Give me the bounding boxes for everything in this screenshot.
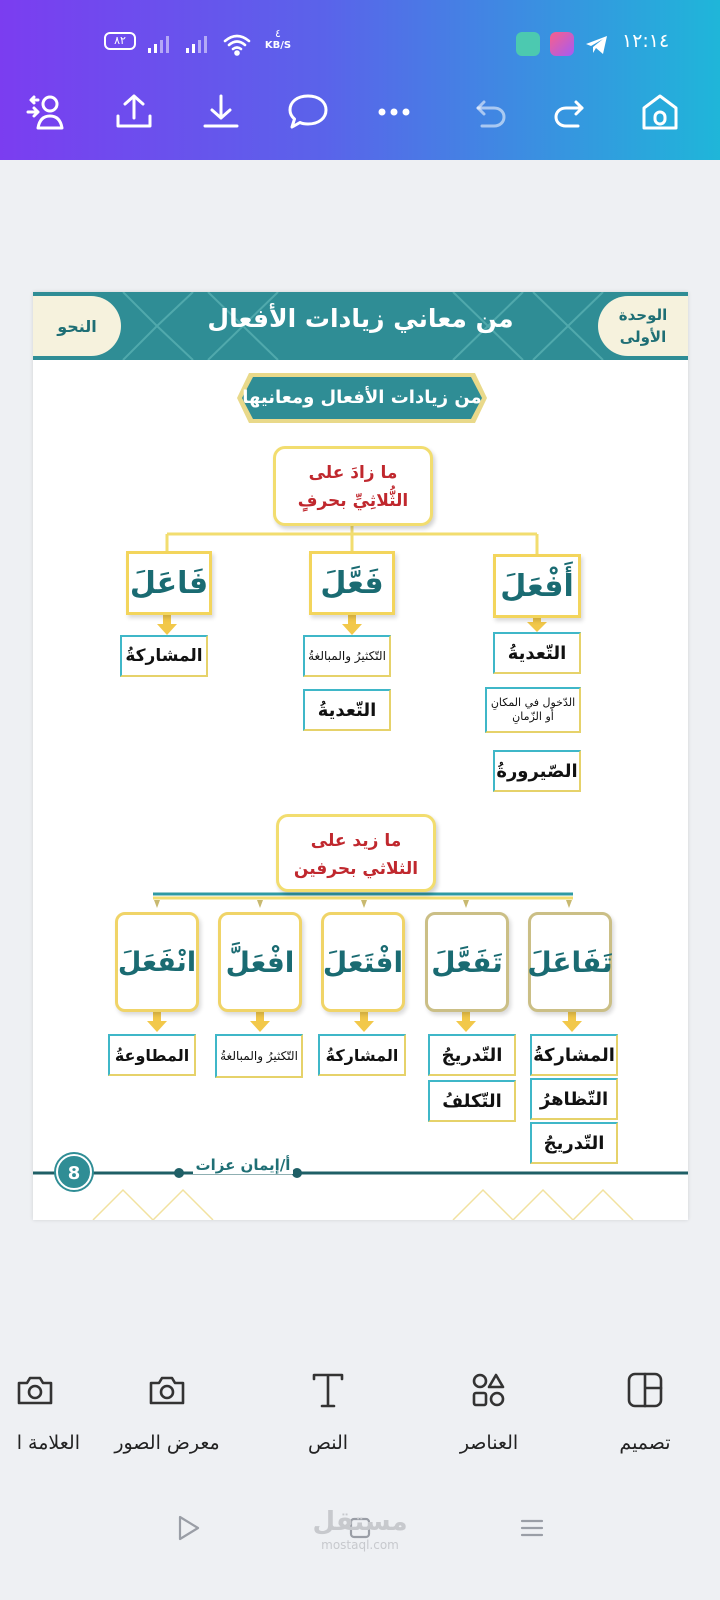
meaning-box: [530, 1078, 618, 1120]
camera-icon: [147, 1370, 187, 1410]
undo-icon: [466, 90, 510, 134]
unit-tag-line1: الوحدة: [618, 306, 668, 324]
meaning-text: التّكلفُ: [442, 1090, 502, 1112]
play-icon: [172, 1512, 204, 1544]
home-icon: [638, 90, 682, 134]
meaning-box: [303, 635, 391, 677]
verb-iftaala-text: افْتَعَلَ: [322, 945, 404, 979]
app-notification-icon-2: [550, 32, 574, 56]
wifi-icon: [222, 32, 252, 56]
section1-heading: [273, 446, 433, 526]
network-speed: [262, 28, 294, 52]
elements-icon: [469, 1370, 509, 1410]
meaning-box: [120, 635, 208, 677]
meaning-text: التّعديةُ: [507, 642, 567, 664]
verb-afala: [493, 554, 581, 618]
verb-tafaala-2: [425, 912, 509, 1012]
meaning-box: [530, 1122, 618, 1164]
comment-button[interactable]: [280, 84, 336, 140]
verb-tafaala-text: تَفَاعَلَ: [527, 945, 613, 979]
signal-icon-2: [184, 34, 212, 54]
meaning-box: [428, 1034, 516, 1076]
page-number-badge: 8: [56, 1154, 92, 1190]
meaning-text: التّعديةُ: [317, 699, 377, 721]
meaning-text: التّدريجُ: [441, 1044, 503, 1066]
more-button[interactable]: [366, 84, 422, 140]
meaning-box: [215, 1034, 303, 1078]
unit-tag-line2: الأولى: [619, 328, 667, 346]
brand-icon: [15, 1370, 55, 1410]
meaning-box: [493, 750, 581, 792]
verb-ifalla-text: افْعَلَّ: [225, 945, 295, 979]
tool-elements-label: العناصر: [459, 1432, 519, 1454]
telegram-icon: [584, 33, 610, 57]
comment-icon: [286, 90, 330, 134]
more-icon: [372, 90, 416, 134]
verb-faaala-text: فَاعَلَ: [129, 565, 209, 601]
menu-button[interactable]: [516, 1512, 548, 1548]
verb-ifalla: [218, 912, 302, 1012]
section1-heading-line2: الثُّلاثِيِّ بحرفٍ: [297, 491, 409, 511]
undo-button[interactable]: [460, 84, 516, 140]
verb-faaala: [126, 551, 212, 615]
meaning-text: التّكثيرُ والمبالغةُ: [308, 649, 386, 663]
meaning-text: الدّخول في المكانِ أو الزّمانِ: [490, 696, 576, 723]
meaning-box: [303, 689, 391, 731]
verb-tafaala: [528, 912, 612, 1012]
design-page[interactable]: [33, 292, 688, 1220]
verb-infaala-text: انْفَعَلَ: [117, 946, 197, 978]
meaning-box: [428, 1080, 516, 1122]
meaning-text: التّظاهرُ: [539, 1088, 609, 1110]
watermark-url: mostaql.com: [321, 1538, 399, 1552]
meaning-box: [493, 632, 581, 674]
play-button[interactable]: [172, 1512, 204, 1548]
meaning-box: [485, 687, 581, 733]
verb-iftaala: [321, 912, 405, 1012]
section1-heading-line1: ما زادَ على: [308, 463, 398, 483]
meaning-text: المشاركةُ: [325, 1045, 399, 1065]
verb-faala: [309, 551, 395, 615]
meaning-box: [530, 1034, 618, 1076]
design-icon: [625, 1370, 665, 1410]
text-icon: [308, 1370, 348, 1410]
meaning-box: [108, 1034, 196, 1076]
page-title: من معاني زيادات الأفعال: [207, 304, 514, 333]
status-bar: [0, 24, 720, 68]
author-name: أ/إيمان عزات: [193, 1156, 293, 1174]
section2-heading: [276, 814, 436, 892]
tool-brand[interactable]: [0, 1370, 80, 1454]
tool-gallery-label: معرض الصور: [114, 1432, 220, 1454]
verb-infaala: [115, 912, 199, 1012]
meaning-box: [318, 1034, 406, 1076]
meaning-text: المشاركةُ: [125, 646, 203, 666]
section2-heading-line1: ما زيد على: [310, 831, 402, 851]
upload-icon: [112, 90, 156, 134]
meaning-text: التّدريجُ: [543, 1132, 605, 1154]
tool-elements[interactable]: [414, 1370, 564, 1454]
tool-gallery[interactable]: [92, 1370, 242, 1454]
watermark-text: مستقل: [312, 1507, 408, 1537]
menu-icon: [516, 1512, 548, 1544]
verb-faala-text: فَعَّلَ: [320, 565, 384, 601]
network-speed-unit: KB/S: [264, 40, 292, 51]
tool-brand-label: العلامة ا: [16, 1432, 80, 1454]
subject-tag-text: النحو: [57, 316, 97, 336]
tool-text-label: النص: [307, 1432, 349, 1454]
network-speed-value: ٤: [275, 27, 281, 40]
download-button[interactable]: [193, 84, 249, 140]
redo-icon: [550, 90, 594, 134]
share-people-button[interactable]: [18, 84, 74, 140]
subtitle-banner: [237, 373, 487, 423]
meaning-text: المطاوعةُ: [114, 1045, 190, 1065]
download-icon: [199, 90, 243, 134]
battery-indicator: [104, 32, 136, 50]
editor-toolbar: [0, 80, 720, 144]
tool-design[interactable]: [570, 1370, 720, 1454]
tool-design-label: تصميم: [619, 1432, 671, 1454]
meaning-text: الصّيرورةُ: [496, 760, 578, 782]
signal-icon: [146, 34, 174, 54]
share-people-icon: [24, 90, 68, 134]
verb-tafaala-2-text: تَفَعَّلَ: [431, 945, 503, 979]
section2-heading-line2: الثلاثي بحرفين: [293, 859, 419, 879]
battery-level: ٨٢: [114, 34, 126, 47]
home-button[interactable]: [632, 84, 688, 140]
clock: ١٢:١٤: [622, 30, 670, 52]
redo-button[interactable]: [544, 84, 600, 140]
app-notification-icon: [516, 32, 540, 56]
upload-button[interactable]: [106, 84, 162, 140]
verb-afala-text: أَفْعَلَ: [500, 568, 574, 604]
meaning-text: التّكثيرُ والمبالغةُ: [220, 1049, 298, 1063]
top-app-bar: [0, 0, 720, 160]
tool-text[interactable]: [253, 1370, 403, 1454]
subtitle-text: من زيادات الأفعال ومعانيها: [242, 387, 482, 408]
meaning-text: المشاركةُ: [533, 1044, 615, 1066]
